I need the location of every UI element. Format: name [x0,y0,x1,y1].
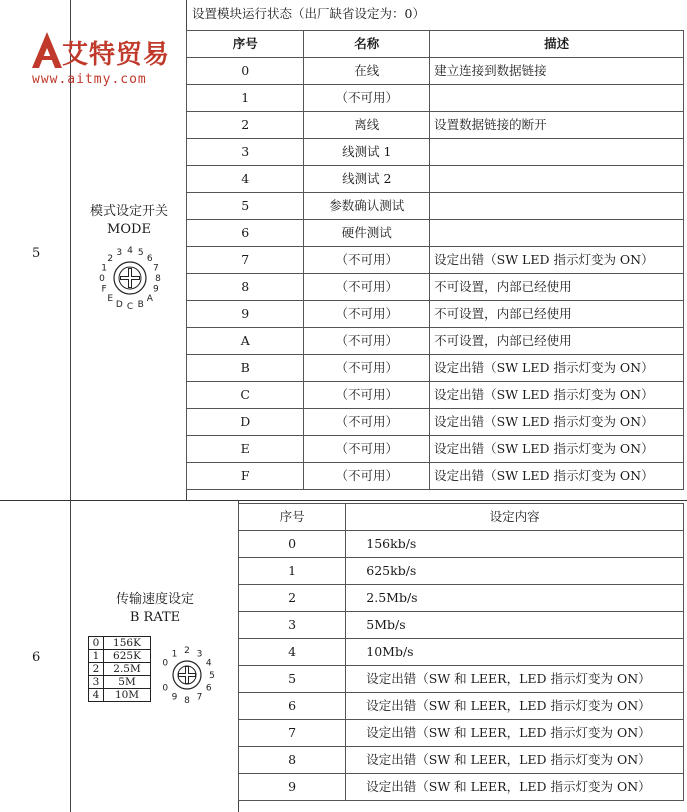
mode-cell-name: （不可用） [304,355,430,382]
mode-cell-desc: 设定出错（SW LED 指示灯变为 ON） [430,409,684,436]
brate-dial-icon [152,640,222,710]
brate-legend-table [88,636,151,702]
mode-table-row [187,274,684,301]
mode-label: 模式设定开关 [89,204,168,219]
mode-table-row [187,193,684,220]
mode-cell-desc: 设定出错（SW LED 指示灯变为 ON） [430,382,684,409]
mode-dial-digit: 3 [116,248,123,259]
mode-table-row [187,463,684,490]
brate-dial-digit: 3 [196,649,203,660]
mode-dial-digit: 9 [153,284,159,295]
brate-dial-digit: 5 [209,671,215,681]
mode-dial-digit: 6 [146,254,153,265]
mode-cell-desc: 设置数据链接的断开 [430,112,684,139]
mode-cell-desc: 不可设置，内部已经使用 [430,328,684,355]
mode-cell-desc: 不可设置，内部已经使用 [430,274,684,301]
mode-cell-name: （不可用） [304,274,430,301]
brate-legend-key: 1 [89,650,104,663]
brate-cell-no: 4 [239,639,346,666]
watermark-logo [30,30,210,90]
mode-cell-desc: 设定出错（SW LED 指示灯变为 ON） [430,247,684,274]
mode-cell-desc [430,85,684,112]
mode-cell-no: 6 [187,220,304,247]
mode-cell-no: 5 [187,193,304,220]
brate-sublabel: B RATE [129,610,181,625]
brate-dial-digit: 9 [171,692,178,703]
brate-cell-no: 7 [239,720,346,747]
brate-table-row [239,558,684,585]
mode-dial-digit: C [126,302,134,312]
mode-table-row [187,409,684,436]
mode-cell-no: 0 [187,58,304,85]
brate-cell-no: 6 [239,693,346,720]
brate-legend-key: 3 [89,676,104,689]
brate-legend-key: 0 [89,637,104,650]
brate-header-no: 序号 [239,504,346,531]
brate-legend-value: 2.5M [104,663,151,676]
mode-cell-no: F [187,463,304,490]
mode-cell-name: （不可用） [304,328,430,355]
mode-table-caption: 设置模块运行状态（出厂缺省设定为：0） [192,6,425,21]
brate-dial-digit: 1 [171,649,178,660]
brate-legend-row [89,637,151,650]
mode-table-header-row [187,31,684,58]
mode-cell-desc: 设定出错（SW LED 指示灯变为 ON） [430,355,684,382]
mode-cell-no: 4 [187,166,304,193]
brate-cell-content: 设定出错（SW 和 LEER，LED 指示灯变为 ON） [346,666,684,693]
brate-legend-key: 2 [89,663,104,676]
brate-table-row [239,639,684,666]
mode-cell-no: 8 [187,274,304,301]
brate-legend-value: 5M [104,676,151,689]
brate-cell-no: 1 [239,558,346,585]
mode-cell-desc: 不可设置，内部已经使用 [430,301,684,328]
brate-cell-content: 156kb/s [346,531,684,558]
mode-cell-desc [430,193,684,220]
brate-cell-no: 9 [239,774,346,801]
mode-table-row [187,166,684,193]
brate-legend-row [89,663,151,676]
mode-dial-digit: 7 [153,263,159,274]
brate-cell-no: 3 [239,612,346,639]
mode-dial-digit: F [101,284,107,295]
brate-header-content: 设定内容 [346,504,684,531]
mode-dial-digit: B [137,299,144,310]
mode-cell-no: 3 [187,139,304,166]
brate-cell-content: 设定出错（SW 和 LEER，LED 指示灯变为 ON） [346,693,684,720]
mode-dial-digit: 5 [137,248,144,259]
mode-table-row [187,382,684,409]
mode-table-row [187,85,684,112]
mode-cell-no: 2 [187,112,304,139]
mode-table-row [187,355,684,382]
brate-dial-digit: 6 [205,683,212,694]
logo-url: www.aitmy.com [32,72,147,87]
brate-table-row [239,693,684,720]
brate-label-block [80,588,230,625]
brate-dial-digit: 0 [162,683,169,694]
mode-table-row [187,220,684,247]
brate-legend-row [89,650,151,663]
brate-cell-content: 设定出错（SW 和 LEER，LED 指示灯变为 ON） [346,720,684,747]
brate-cell-content: 设定出错（SW 和 LEER，LED 指示灯变为 ON） [346,747,684,774]
brate-table [238,503,684,801]
mode-cell-name: （不可用） [304,409,430,436]
brate-legend-key: 4 [89,689,104,702]
brate-cell-no: 8 [239,747,346,774]
brate-dial-digit: 2 [184,646,190,656]
brate-table-row [239,720,684,747]
mode-cell-no: 7 [187,247,304,274]
brate-table-row [239,585,684,612]
divider-row5-row6 [0,500,687,501]
mode-cell-name: 在线 [304,58,430,85]
brate-cell-no: 0 [239,531,346,558]
mode-cell-name: 参数确认测试 [304,193,430,220]
brate-table-row [239,747,684,774]
mode-table-row [187,436,684,463]
mode-dial-digit: 1 [101,263,107,274]
mode-cell-name: 离线 [304,112,430,139]
mode-cell-no: E [187,436,304,463]
mode-cell-name: （不可用） [304,301,430,328]
brate-cell-no: 5 [239,666,346,693]
mode-dial-digit: 4 [127,246,133,256]
mode-cell-desc: 建立连接到数据链接 [430,58,684,85]
mode-cell-desc: 设定出错（SW LED 指示灯变为 ON） [430,436,684,463]
brate-legend-row [89,689,151,702]
brate-cell-content: 625kb/s [346,558,684,585]
mode-cell-desc [430,220,684,247]
brate-legend-row [89,676,151,689]
mode-table-row [187,301,684,328]
mode-cell-no: 1 [187,85,304,112]
mode-dial-digit: 0 [99,274,105,284]
mode-table-row [187,139,684,166]
mode-cell-name: （不可用） [304,85,430,112]
brate-dial-digit: 4 [205,658,212,669]
logo-mark-icon [30,30,64,70]
mode-table-row [187,58,684,85]
mode-cell-desc [430,139,684,166]
mode-cell-name: 线测试 1 [304,139,430,166]
brate-table-header-row [239,504,684,531]
brate-cell-content: 5Mb/s [346,612,684,639]
brate-cell-no: 2 [239,585,346,612]
brate-legend-value: 10M [104,689,151,702]
mode-cell-name: 线测试 2 [304,166,430,193]
divider-number-column [70,0,71,812]
mode-cell-no: A [187,328,304,355]
brate-table-row [239,774,684,801]
brate-table-row [239,612,684,639]
mode-cell-name: （不可用） [304,463,430,490]
mode-cell-name: 硬件测试 [304,220,430,247]
mode-cell-no: B [187,355,304,382]
mode-dial-icon [92,240,168,316]
mode-table [186,30,684,490]
mode-cell-name: （不可用） [304,247,430,274]
mode-dial-digit: A [146,293,153,304]
mode-dial-digit: 8 [155,274,161,284]
mode-table-row [187,112,684,139]
mode-cell-no: 9 [187,301,304,328]
mode-header-desc: 描述 [430,31,684,58]
brate-legend-value: 156K [104,637,151,650]
brate-cell-content: 2.5Mb/s [346,585,684,612]
mode-table-row [187,328,684,355]
mode-cell-no: D [187,409,304,436]
brate-dial-digit: 7 [196,692,203,703]
mode-cell-name: （不可用） [304,436,430,463]
brate-dial-digit: 8 [184,696,190,706]
mode-sublabel: MODE [107,222,151,237]
row-number-6: 6 [32,650,41,665]
brate-cell-content: 设定出错（SW 和 LEER，LED 指示灯变为 ON） [346,774,684,801]
brate-cell-content: 10Mb/s [346,639,684,666]
mode-header-no: 序号 [187,31,304,58]
brate-label: 传输速度设定 [115,592,194,607]
brate-legend-value: 625K [104,650,151,663]
mode-dial-digit: 2 [107,254,114,265]
mode-dial-digit: D [115,299,123,310]
mode-cell-desc: 设定出错（SW LED 指示灯变为 ON） [430,463,684,490]
mode-cell-no: C [187,382,304,409]
mode-header-name: 名称 [304,31,430,58]
mode-cell-name: （不可用） [304,382,430,409]
row-number-5: 5 [32,246,41,261]
brate-table-row [239,666,684,693]
brate-dial-digit: 0 [162,658,169,669]
logo-name: 艾特贸易 [62,40,171,70]
mode-dial-digit: E [107,293,114,304]
mode-label-block [74,200,184,237]
mode-table-row [187,247,684,274]
brate-table-row [239,531,684,558]
mode-cell-desc [430,166,684,193]
